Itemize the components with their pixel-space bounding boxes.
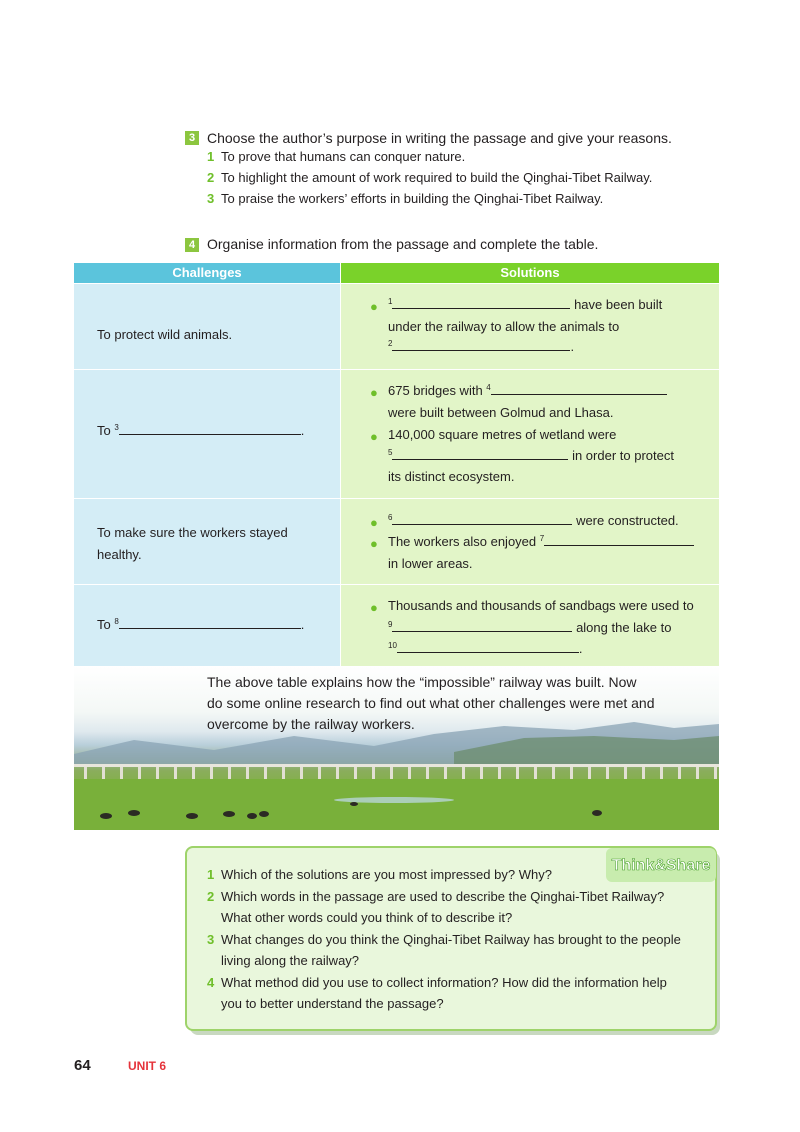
row-3-solution-2-line-1: The workers also enjoyed $^7$ xyxy=(388,534,694,549)
row-3-solution-2-line-2: in lower areas. xyxy=(388,556,473,571)
question-2-line-1: 2 Which words in the passage are used to describe the Qinghai-Tibet Railway? xyxy=(207,889,665,904)
railway-landscape-photo xyxy=(74,666,719,830)
answer-blank-10[interactable] xyxy=(397,641,579,653)
header-solutions: Solutions xyxy=(341,263,719,283)
exercise-4-heading: Organise information from the passage and complete the table. xyxy=(207,236,599,252)
answer-blank-6[interactable] xyxy=(392,513,572,525)
row-4-solution-line-3: $^{10}$ . xyxy=(388,641,583,656)
question-3-line-1: 3 What changes do you think the Qinghai-Tibet Railway has brought to the people xyxy=(207,932,681,947)
question-2-line-2: What other words could you think of to describe it? xyxy=(221,910,513,925)
exercise-3-heading: Choose the author’s purpose in writing the passage and give your reasons. xyxy=(207,130,672,146)
row-1-solution-line-3: $^2$ . xyxy=(388,339,575,354)
exercise-3-option-1: 1 To prove that humans can conquer nature. xyxy=(207,149,466,164)
unit-label: UNIT 6 xyxy=(128,1059,167,1073)
answer-blank-9[interactable] xyxy=(392,620,572,632)
row-4-challenge: To $^8$ . xyxy=(97,617,305,632)
bullet-icon: ● xyxy=(370,385,378,400)
row-1-challenge: To protect wild animals. xyxy=(97,327,233,342)
question-4-line-2: you to better understand the passage? xyxy=(221,996,444,1011)
row-3-solution-1: $^6$ were constructed. xyxy=(388,513,679,528)
exercise-3-option-2: 2 To highlight the amount of work required to build the Qinghai-Tibet Railway. xyxy=(207,170,653,185)
bullet-icon: ● xyxy=(370,600,378,615)
row-4-solution-line-1: Thousands and thousands of sandbags were used to xyxy=(388,598,694,613)
bullet-icon: ● xyxy=(370,299,378,314)
row-2-solution-2-line-2: $^5$ in order to protect xyxy=(388,448,674,463)
row-4-solution-line-2: $^9$ along the lake to xyxy=(388,620,672,635)
answer-blank-8[interactable] xyxy=(119,617,301,629)
row-2-solution-1-line-1: 675 bridges with $^4$ xyxy=(388,383,667,398)
row-1-solution-line-1: $^1$ have been built xyxy=(388,297,663,312)
exercise-4-number: 4 xyxy=(185,238,199,252)
answer-blank-5[interactable] xyxy=(392,448,568,460)
bullet-icon: ● xyxy=(370,536,378,551)
row-2-solution-2-line-3: its distinct ecosystem. xyxy=(388,469,515,484)
exercise-3-number: 3 xyxy=(185,131,199,145)
header-challenges: Challenges xyxy=(74,263,340,283)
question-4-line-1: 4 What method did you use to collect information? How did the information help xyxy=(207,975,667,990)
bullet-icon: ● xyxy=(370,429,378,444)
table-row-3-challenge-cell xyxy=(74,499,340,584)
research-note-line-3: overcome by the railway workers. xyxy=(207,716,415,732)
answer-blank-4[interactable] xyxy=(491,383,667,395)
research-note-line-1: The above table explains how the “impossible” railway was built. Now xyxy=(207,674,637,690)
railway-bridge-illustration xyxy=(74,666,719,830)
exercise-3-option-3: 3 To praise the workers’ efforts in building the Qinghai-Tibet Railway. xyxy=(207,191,604,206)
row-2-challenge: To $^3$ . xyxy=(97,423,305,438)
answer-blank-2[interactable] xyxy=(392,339,570,351)
question-1: 1 Which of the solutions are you most impressed by? Why? xyxy=(207,867,552,882)
research-note-line-2: do some online research to find out what other challenges were met and xyxy=(207,695,655,711)
answer-blank-3[interactable] xyxy=(119,423,301,435)
bullet-icon: ● xyxy=(370,515,378,530)
challenges-solutions-table xyxy=(74,263,719,666)
row-3-challenge-line-2: healthy. xyxy=(97,547,142,562)
row-2-solution-1-line-2: were built between Golmud and Lhasa. xyxy=(388,405,614,420)
row-2-solution-2-line-1: 140,000 square metres of wetland were xyxy=(388,427,617,442)
page-number: 64 xyxy=(74,1057,91,1074)
answer-blank-1[interactable] xyxy=(392,297,570,309)
answer-blank-7[interactable] xyxy=(544,534,694,546)
row-3-challenge-line-1: To make sure the workers stayed xyxy=(97,525,288,540)
row-1-solution-line-2: under the railway to allow the animals to xyxy=(388,319,620,334)
question-3-line-2: living along the railway? xyxy=(221,953,360,968)
think-share-badge: Think&Share xyxy=(606,848,716,882)
